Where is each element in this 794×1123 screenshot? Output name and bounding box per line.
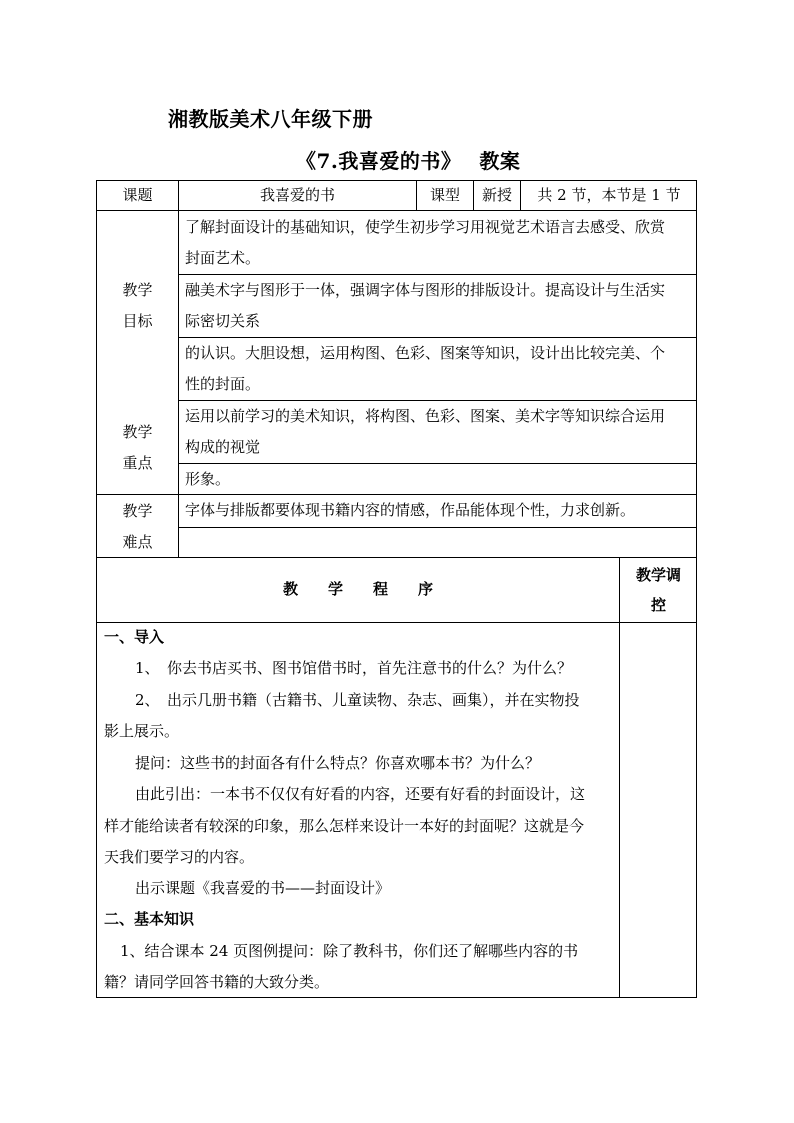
objectives-label-line: 教学 (122, 281, 153, 299)
procedure-line: 出示课题《我喜爱的书——封面设计》 (135, 879, 391, 897)
procedure-line: 1、 你去书店买书、图书馆借书时，首先注意书的什么？为什么？ (135, 659, 573, 677)
keypoints-label-line: 教学 (122, 423, 153, 441)
keypoint-line: 运用以前学习的美术知识，将构图、色彩、图案、美术字等知识综合运用 (185, 407, 666, 425)
sub-row-divider (178, 463, 697, 464)
objective-line: 融美术字与图形于一体，强调字体与图形的排版设计。提高设计与生活实 (185, 281, 666, 299)
procedure-line: 1、结合课本 24 页图例提问：除了教科书，你们还了解哪些内容的书 (120, 942, 579, 960)
control-header (620, 560, 697, 620)
row-divider (96, 622, 697, 623)
procedure-line: 2、 出示几册书籍（古籍书、儿童读物、杂志、画集），并在实物投 (135, 691, 580, 709)
procedure-line: 天我们要学习的内容。 (104, 848, 255, 866)
section-heading: 一、导入 (104, 628, 165, 646)
procedure-line: 籍？请同学回答书籍的大致分类。 (104, 973, 330, 991)
difficulty-item: 字体与排版都要体现书籍内容的情感，作品能体现个性，力求创新。 (185, 501, 636, 519)
keypoint-item (185, 401, 665, 463)
sub-row-divider (178, 527, 697, 528)
objective-line: 性的封面。 (185, 375, 261, 393)
procedure-line: 影上展示。 (104, 722, 180, 740)
objective-line: 封面艺术。 (185, 249, 261, 267)
keypoint-line: 构成的视觉 (185, 438, 261, 456)
objective-line: 际密切关系 (185, 312, 261, 330)
lesson-title-name: 《7.我喜爱的书》 (296, 149, 462, 173)
type-label: 课型 (429, 186, 460, 204)
column-divider (178, 180, 179, 557)
lesson-count: 共 2 节，本节是 1 节 (537, 186, 681, 204)
subject-label: 课题 (122, 186, 153, 204)
control-header-line: 控 (650, 596, 666, 614)
subject-value: 我喜爱的书 (259, 186, 335, 204)
procedure-line: 由此引出：一本书不仅仅有好看的内容，还要有好看的封面设计，这 (135, 785, 586, 803)
type-value: 新授 (481, 186, 512, 204)
keypoint-item (185, 464, 230, 495)
lesson-title (296, 145, 520, 174)
objective-line: 的认识。大胆设想，运用构图、色彩、图案等知识，设计出比较完美、个 (185, 344, 666, 362)
procedure-line: 样才能给读者有较深的印象，那么怎样来设计一本好的封面呢？这就是今 (104, 817, 585, 835)
objective-item (185, 212, 665, 274)
procedure-line: 提问：这些书的封面各有什么特点？你喜欢哪本书？为什么？ (135, 754, 541, 772)
difficulties-label-line: 难点 (122, 533, 153, 551)
section-heading: 二、基本知识 (104, 910, 195, 928)
objectives-label (97, 275, 178, 337)
control-header-line: 教学调 (635, 566, 681, 584)
row-divider (96, 557, 697, 558)
row-divider (96, 210, 697, 211)
lesson-title-suffix: 教案 (479, 149, 521, 173)
keypoint-line: 形象。 (185, 470, 231, 488)
keypoints-label (97, 417, 178, 479)
procedure-header: 教 学 程 序 (282, 580, 433, 598)
objective-item (185, 275, 665, 337)
difficulties-label-line: 教学 (122, 502, 153, 520)
objective-item (185, 338, 665, 400)
difficulties-label (97, 496, 178, 558)
column-divider (619, 557, 620, 998)
keypoints-label-line: 重点 (122, 454, 153, 472)
document-title: 湘教版美术八年级下册 (168, 107, 373, 131)
objectives-label-line: 目标 (122, 312, 153, 330)
objective-line: 了解封面设计的基础知识，使学生初步学习用视觉艺术语言去感受、欣赏 (185, 218, 666, 236)
